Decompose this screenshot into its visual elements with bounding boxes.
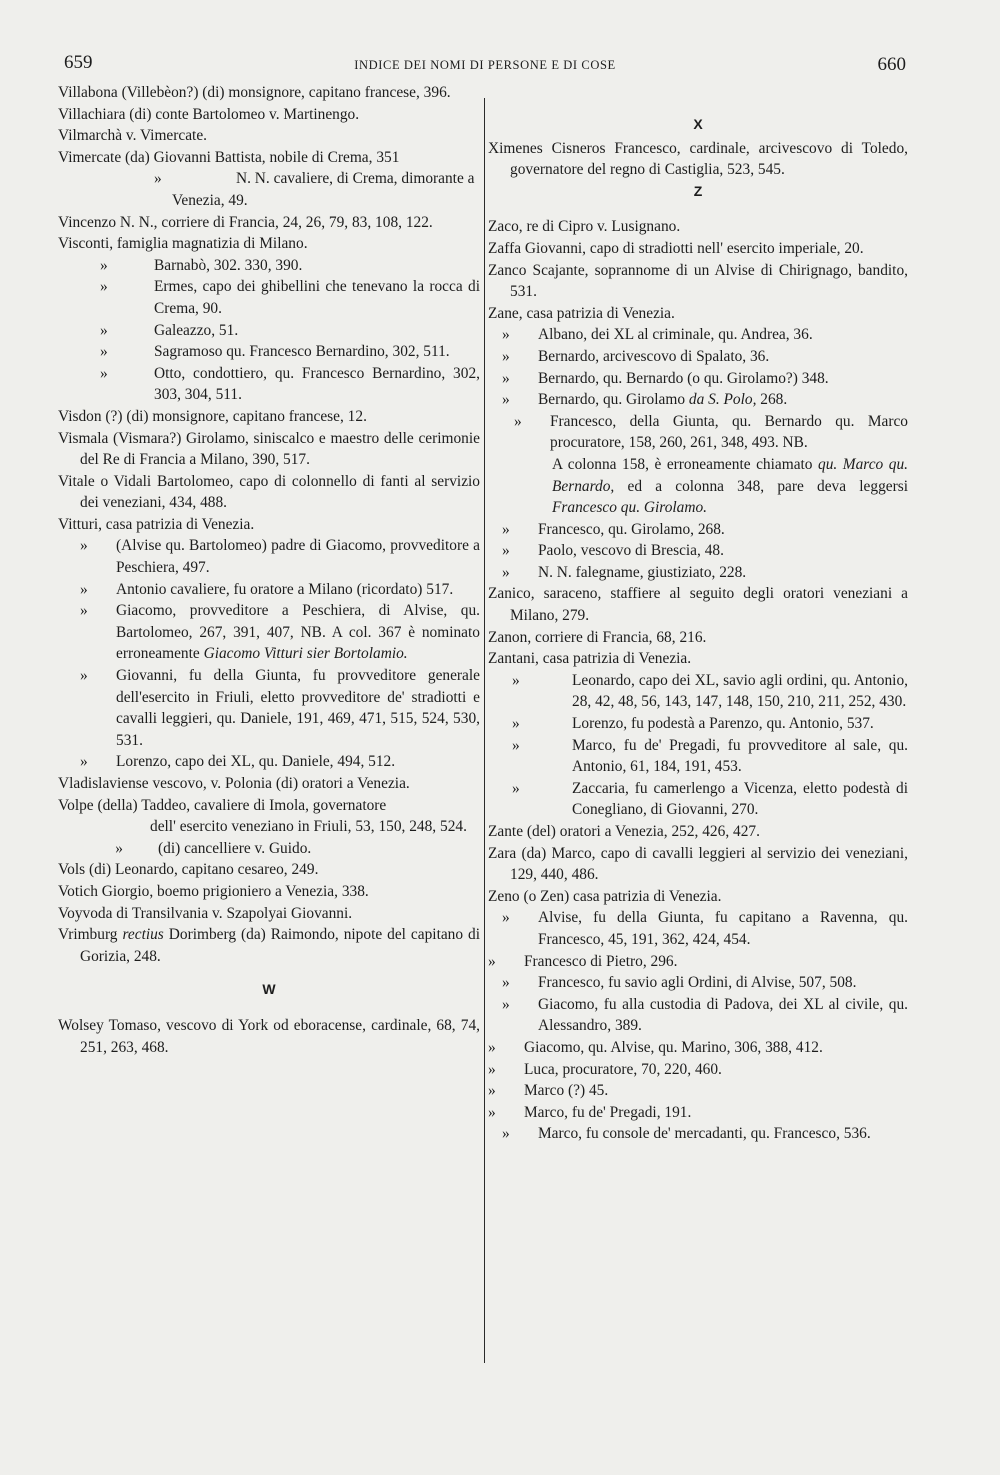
ditto-mark: » (100, 343, 108, 361)
ditto-mark: » (502, 369, 510, 387)
index-subentry: » Paolo, vescovo di Brescia, 48. (488, 540, 908, 562)
index-subentry: » Otto, condottiero, qu. Francesco Bernardino, 302, 303, 304, 511. (100, 364, 480, 404)
index-subentry: » Ermes, capo dei ghibellini che tenevano la rocca di Crema, 90. (100, 278, 480, 317)
index-entry: Zante (del) oratori a Venezia, 252, 426, 427. (488, 823, 760, 840)
ditto-mark: » (488, 1038, 496, 1056)
ditto-mark: » (502, 391, 510, 409)
index-subentry: » Marco, fu console de' mercadanti, qu. Francesco, 536. (488, 1123, 908, 1145)
index-subentry: » Francesco, fu savio agli Ordini, di Alvise, 507, 508. (488, 972, 908, 994)
index-subentry: » Francesco, qu. Girolamo, 268. (488, 519, 908, 541)
ditto-mark: » (80, 602, 88, 620)
section-letter-w: W (262, 981, 276, 998)
index-subentry: » Bernardo, qu. Bernardo (o qu. Girolamo?) 348. (488, 368, 908, 390)
ditto-mark: » (512, 671, 520, 689)
index-entry: Villabona (Villebèon?) (di) monsignore, capitano francese, 396. (58, 84, 451, 101)
ditto-mark: » (96, 839, 123, 857)
index-subentry: » Albano, dei XL al criminale, qu. Andrea, 36. (488, 324, 908, 346)
index-entry: Voyvoda di Transilvania v. Szapolyai Giovanni. (58, 904, 353, 922)
note-nb: A colonna 158, è erroneamente chiamato qu. Marco qu. Bernardo, ed a colonna 348, pare deva leggersi Francesco qu. Girolamo. (552, 455, 908, 517)
index-subentry: » Barnabò, 302. 330, 390. (58, 255, 480, 277)
index-entry: Zanco Scajante, soprannome di un Alvise di Chirignago, bandito, 531. (488, 261, 908, 301)
section-letter-z: Z (693, 182, 703, 199)
index-subentry: » Bernardo, arcivescovo di Spalato, 36. (488, 346, 908, 368)
ditto-mark: » (502, 520, 510, 538)
column-divider (484, 98, 485, 1363)
ditto-mark: » (502, 326, 510, 344)
index-entry: Vincenzo N. N., corriere di Francia, 24, 26, 79, 83, 108, 122. (58, 213, 433, 231)
index-entry: Wolsey Tomaso, vescovo di York od eboracense, cardinale, 68, 74, 251, 263, 468. (58, 1016, 480, 1056)
index-entry: Vitale o Vidali Bartolomeo, capo di colonnello di fanti al servizio dei veneziani, 434, 488. (58, 472, 480, 512)
index-entry: Zara (da) Marco, capo di cavalli leggieri al servizio dei veneziani, 129, 440, 486. (488, 844, 908, 884)
index-entry: Votich Giorgio, boemo prigioniero a Venezia, 338. (58, 882, 369, 900)
ditto-mark: » (512, 779, 520, 797)
ditto-mark: » (488, 1103, 496, 1121)
ditto-mark: » (502, 542, 510, 560)
index-subentry: » N. N. cavaliere, di Crema, dimorante a (58, 168, 480, 190)
section-letter-x: X (693, 116, 703, 132)
index-entry: Vilmarchà v. Vimercate. (58, 127, 207, 145)
ditto-mark: » (502, 563, 510, 581)
ditto-mark: » (80, 537, 88, 555)
index-entry: Villachiara (di) conte Bartolomeo v. Martinengo. (58, 105, 360, 123)
ditto-mark: » (512, 715, 520, 733)
index-subentry: » Giacomo, qu. Alvise, qu. Marino, 306, 388, 412. (488, 1037, 908, 1059)
page-header (64, 48, 906, 80)
index-subentry-cont: Venezia, 49. (172, 191, 248, 209)
ditto-mark: » (80, 667, 88, 685)
index-entry: Visconti, famiglia magnatizia di Milano. (58, 235, 308, 253)
ditto-mark: » (502, 974, 510, 992)
index-entry: Zeno (o Zen) casa patrizia di Venezia. (488, 887, 722, 905)
index-entry: Ximenes Cisneros Francesco, cardinale, arcivescovo di Toledo, governatore del regno di Castiglia, 523, 545. (488, 139, 908, 179)
ditto-mark: » (502, 909, 510, 927)
index-entry: Vladislaviense vescovo, v. Polonia (di) oratori a Venezia. (58, 775, 410, 792)
ditto-mark: » (100, 321, 108, 339)
ditto-mark: » (100, 364, 108, 382)
index-subentry: » Luca, procuratore, 70, 220, 460. (488, 1059, 908, 1081)
italic-text: qu. Marco qu. Bernardo, (552, 455, 908, 495)
index-subentry: » Giacomo, provveditore a Peschiera, di Alvise, qu. Bartolomeo, 267, 391, 407, NB. A col. 367 è nominato erroneamente Giacomo Vitturi sier Bortolamio. (80, 602, 480, 663)
index-subentry: » Bernardo, qu. Girolamo da S. Polo, 268. (488, 389, 908, 411)
ditto-mark: » (502, 347, 510, 365)
index-entry-cont: dell' esercito veneziano in Friuli, 53, 150, 248, 524. (150, 818, 467, 836)
index-subentry: » Marco, fu de' Pregadi, fu provveditore al sale, qu. Antonio, 61, 184, 191, 453. (512, 736, 908, 776)
index-subentry: » Marco (?) 45. (488, 1080, 908, 1102)
index-entry: Vols (di) Leonardo, capitano cesareo, 249. (58, 861, 319, 879)
index-subentry: » Francesco di Pietro, 296. (488, 951, 908, 973)
index-subentry: » Galeazzo, 51. (58, 320, 480, 342)
left-column (58, 82, 480, 1058)
ditto-mark: » (488, 1060, 496, 1078)
ditto-mark: » (514, 412, 522, 430)
ditto-mark: » (502, 995, 510, 1013)
index-subentry: » Marco, fu de' Pregadi, 191. (488, 1102, 908, 1124)
ditto-mark: » (80, 753, 88, 771)
index-subentry: » Leonardo, capo dei XL, savio agli ordini, qu. Antonio, 28, 42, 48, 56, 143, 147, 148, 150, 210, 211, 252, 430. (512, 671, 908, 711)
page-number-right: 660 (877, 54, 906, 75)
index-subentry: » N. N. falegname, giustiziato, 228. (488, 562, 908, 584)
index-subentry: » Giacomo, fu alla custodia di Padova, dei XL al civile, qu. Alessandro, 389. (502, 995, 908, 1035)
page-number-left: 659 (64, 52, 93, 73)
index-subentry: » Antonio cavaliere, fu oratore a Milano (ricordato) 517. (58, 579, 480, 601)
index-subentry: » Francesco, della Giunta, qu. Bernardo qu. Marco procuratore, 158, 260, 261, 348, 493. NB. (514, 412, 908, 452)
italic-text: Giacomo Vitturi sier Bortolamio. (203, 645, 408, 663)
index-entry: Vrimburg rectius Dorimberg (da) Raimondo, nipote del capitano di Gorizia, 248. (58, 926, 481, 965)
running-title: INDICE DEI NOMI DI PERSONE E DI COSE (354, 58, 616, 72)
italic-text: da S. Polo, (688, 391, 757, 409)
italic-text: Francesco qu. Girolamo. (552, 499, 708, 517)
right-column (488, 82, 908, 1145)
index-entry: Vimercate (da) Giovanni Battista, nobile di Crema, 351 (58, 148, 400, 166)
index-entry: Zanon, corriere di Francia, 68, 216. (488, 628, 707, 646)
index-subentry: » Lorenzo, capo dei XL, qu. Daniele, 494, 512. (58, 751, 480, 773)
ditto-mark: » (154, 170, 162, 188)
index-entry: Zanico, saraceno, staffiere al seguito degli oratori veneziani a Milano, 279. (488, 585, 908, 625)
italic-text: rectius (122, 926, 164, 944)
ditto-mark: » (100, 256, 108, 274)
index-subentry: » Giovanni, fu della Giunta, fu provveditore generale dell'esercito in Friuli, eletto provveditore de' stradiotti e cavalli leggieri, qu. Daniele, 191, 469, 471, 515, 524, 530, 531. (80, 667, 480, 749)
ditto-mark: » (488, 1082, 496, 1100)
ditto-mark: » (502, 1125, 510, 1143)
index-entry: Vismala (Vismara?) Girolamo, siniscalco e maestro delle cerimonie del Re di Francia a Milano, 390, 517. (58, 429, 480, 469)
index-entry: Volpe (della) Taddeo, cavaliere di Imola, governatore (58, 796, 387, 814)
ditto-mark: » (512, 736, 520, 754)
index-entry: Vitturi, casa patrizia di Venezia. (58, 515, 255, 533)
index-entry: Zantani, casa patrizia di Venezia. (488, 650, 692, 668)
index-subentry: » Zaccaria, fu camerlengo a Vicenza, eletto podestà di Conegliano, di Giovanni, 270. (512, 779, 908, 819)
index-entry: Zaco, re di Cipro v. Lusignano. (488, 218, 681, 236)
ditto-mark: » (80, 580, 88, 598)
index-entry: Zaffa Giovanni, capo di stradiotti nell' esercito imperiale, 20. (488, 239, 864, 257)
ditto-mark: » (100, 278, 108, 296)
ditto-mark: » (488, 952, 496, 970)
index-entry: Zane, casa patrizia di Venezia. (488, 304, 675, 322)
index-subentry: » (Alvise qu. Bartolomeo) padre di Giacomo, provveditore a Peschiera, 497. (80, 537, 480, 577)
index-subentry: » (di) cancelliere v. Guido. (58, 838, 480, 860)
index-subentry: » Alvise, fu della Giunta, fu capitano a Ravenna, qu. Francesco, 45, 191, 362, 424, 454. (502, 909, 908, 948)
index-entry: Visdon (?) (di) monsignore, capitano francese, 12. (58, 407, 367, 425)
index-subentry: » Sagramoso qu. Francesco Bernardino, 302, 511. (58, 341, 480, 363)
index-subentry: » Lorenzo, fu podestà a Parenzo, qu. Antonio, 537. (488, 713, 908, 735)
